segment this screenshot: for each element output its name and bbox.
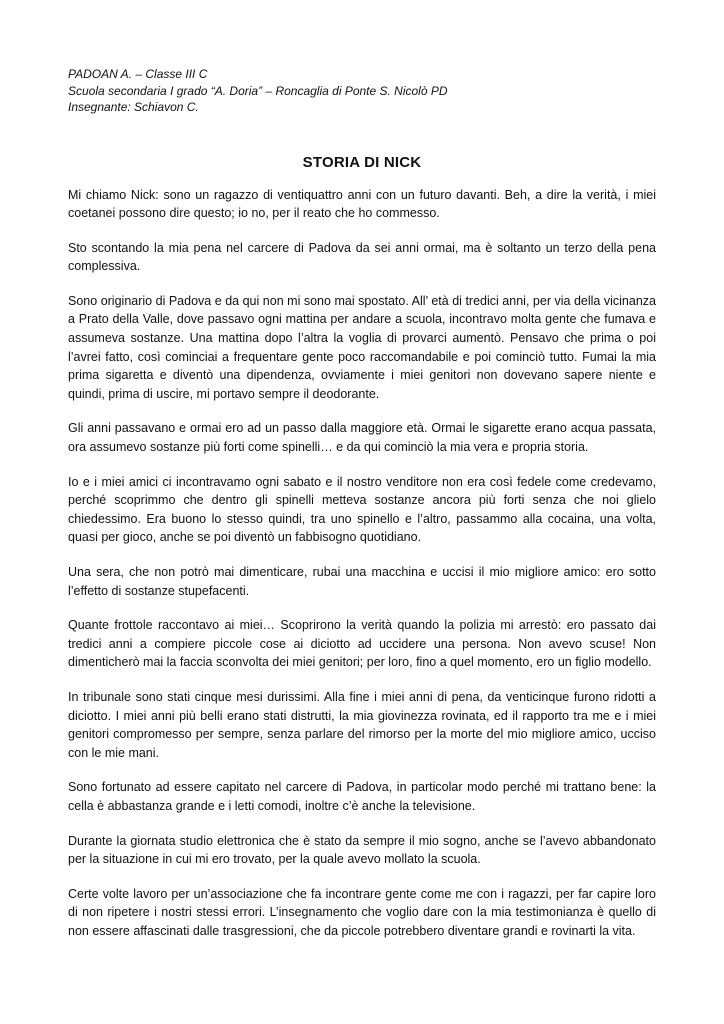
- document-title: STORIA DI NICK: [302, 153, 422, 171]
- header-school: Scuola secondaria I grado “A. Doria” – Roncaglia di Ponte S. Nicolò PD: [68, 83, 448, 98]
- document-header: [68, 66, 656, 116]
- document-body: [68, 186, 656, 941]
- document-page: [68, 66, 656, 957]
- paragraph-6: Una sera, che non potrò mai dimenticare, rubai una macchina e uccisi il mio migliore amico: ero sotto l’effetto di sostanze stupefacenti.: [68, 565, 656, 598]
- paragraph-7: Quante frottole raccontavo ai miei… Scoprirono la verità quando la polizia mi arrestò: ero passato dai tredici anni a compiere piccole cose ai diciotto ad uccidere una persona. Non avevo scuse! Non dimenticherò mai la faccia sconvolta dei miei genitori; per loro, fino a quel momento, ero un figlio modello.: [68, 618, 656, 670]
- paragraph-2: Sto scontando la mia pena nel carcere di Padova da sei anni ormai, ma è soltanto un terzo della pena complessiva.: [68, 240, 656, 274]
- paragraph-8: In tribunale sono stati cinque mesi durissimi. Alla fine i miei anni di pena, da venticinque furono ridotti a diciotto. I miei anni più belli erano stati distrutti, la mia giovinezza rovinata, ed il rapporto tra me e i miei genitori compromesso per sempre, senza parlare del rimorso per la morte del mio migliore amico, ucciso con le mie mani.: [68, 689, 656, 760]
- paragraph-11: Certe volte lavoro per un’associazione che fa incontrare gente come me con i ragazzi, per far capire loro di non ripetere i nostri stessi errori. L’insegnamento che voglio dare con la mia testimonianza è quello di non essere affascinati dalle trasgressioni, che da piccole potrebbero diventare grandi e rovinarti la vita.: [68, 886, 656, 938]
- paragraph-10: Durante la giornata studio elettronica che è stato da sempre il mio sogno, anche se l’avevo abbandonato per la situazione in cui mi ero trovato, per la quale avevo mollato la scuola.: [68, 833, 656, 867]
- paragraph-9: Sono fortunato ad essere capitato nel carcere di Padova, in particolar modo perché mi trattano bene: la cella è abbastanza grande e i letti comodi, inoltre c’è anche la televisione.: [68, 780, 656, 813]
- paragraph-5: Io e i miei amici ci incontravamo ogni sabato e il nostro venditore non era così fedele come credevamo, perché scoprimmo che dentro gli spinelli metteva sostanze ancora più forti senza che noi glielo chiedessimo. Era buono lo stesso quindi, tra uno spinello e l’altro, passammo alla cocaina, una volta, quasi per gioco, anche se poi diventò un fabbisogno quotidiano.: [68, 474, 656, 545]
- header-teacher: Insegnante: Schiavon C.: [68, 100, 199, 114]
- header-student: PADOAN A. – Classe III C: [68, 67, 208, 81]
- paragraph-3: Sono originario di Padova e da qui non mi sono mai spostato. All’ età di tredici anni, per via della vicinanza a Prato della Valle, dove passavo ogni mattina per andare a scuola, incontravo molta gente che fumava e assumeva sostanze. Una mattina dopo l’altra la voglia di provarci aumentò. Pensavo che prima o poi l’avrei fatto, così cominciai a frequentare gente poco raccomandabile e poi cominciò tutto. Fumai la mia prima sigaretta e diventò una dipendenza, ovviamente i miei genitori non dovevano sapere niente e quindi, prima di uscire, mi portavo sempre il deodorante.: [68, 293, 656, 401]
- paragraph-4: Gli anni passavano e ormai ero ad un passo dalla maggiore età. Ormai le sigarette erano acqua passata, ora assumevo sostanze più forti come spinelli… e da qui cominciò la mia vera e propria storia.: [68, 421, 656, 455]
- paragraph-1: Mi chiamo Nick: sono un ragazzo di ventiquattro anni con un futuro davanti. Beh, a dire la verità, i miei coetanei possono dire questo; io no, per il reato che ho commesso.: [68, 187, 656, 221]
